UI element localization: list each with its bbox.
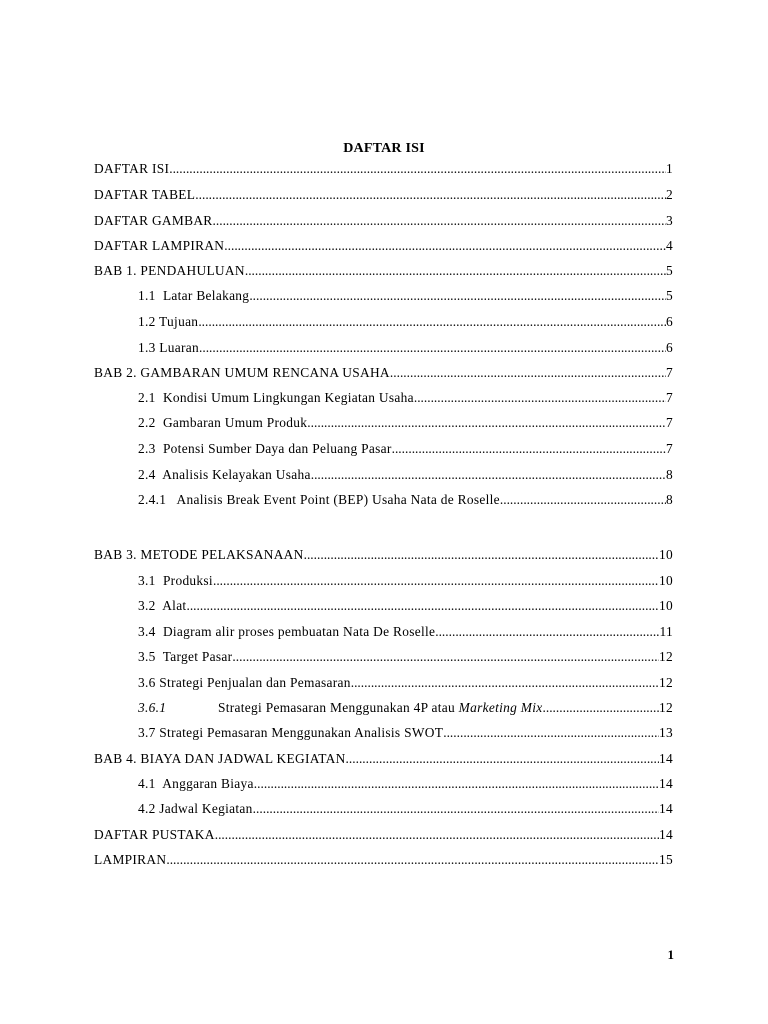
toc-entry-number: 3.2 bbox=[138, 598, 156, 613]
dot-leader bbox=[500, 491, 666, 509]
toc-entry-label bbox=[138, 775, 254, 793]
toc-entry-bab-4[interactable] bbox=[94, 750, 673, 768]
dot-leader bbox=[198, 313, 666, 331]
toc-entry-text: Potensi Sumber Daya dan Peluang Pasar bbox=[162, 441, 392, 456]
toc-entry-text: Anggaran Biaya bbox=[162, 776, 254, 791]
toc-entry-page: 13 bbox=[659, 725, 673, 740]
toc-entry-number: 1.1 bbox=[138, 288, 156, 303]
toc-entry-page: 7 bbox=[666, 441, 673, 456]
toc-entry-label bbox=[138, 440, 392, 458]
toc-entry-page: 3 bbox=[666, 213, 673, 228]
dot-leader bbox=[435, 623, 659, 641]
dot-leader bbox=[346, 750, 659, 768]
toc-entry-2-2[interactable] bbox=[138, 414, 673, 432]
toc-entry-number: 3.5 bbox=[138, 649, 156, 664]
toc-entry-number: 3.7 bbox=[138, 725, 156, 740]
toc-entry-page: 12 bbox=[659, 675, 673, 690]
toc-entry-label: BAB 4. BIAYA DAN JADWAL KEGIATAN bbox=[94, 751, 346, 766]
toc-entry-label bbox=[138, 800, 253, 818]
toc-entry-number: 2.2 bbox=[138, 415, 156, 430]
toc-entry-page: 12 bbox=[659, 700, 673, 715]
toc-entry-number: 4.2 bbox=[138, 801, 156, 816]
toc-entry-text-italic: Marketing Mix bbox=[458, 700, 543, 715]
dot-leader bbox=[249, 287, 666, 305]
toc-entry-page: 6 bbox=[666, 314, 673, 329]
toc-entry-page: 4 bbox=[666, 238, 673, 253]
toc-entry-page: 8 bbox=[666, 467, 673, 482]
toc-entry-page: 14 bbox=[659, 827, 673, 842]
dot-leader bbox=[245, 262, 666, 280]
toc-entry-bab-1[interactable] bbox=[94, 262, 673, 280]
toc-entry-label bbox=[138, 389, 414, 407]
toc-entry-page: 10 bbox=[659, 573, 673, 588]
toc-entry-daftar-tabel[interactable] bbox=[94, 186, 673, 204]
toc-entry-number: 3.6 bbox=[138, 675, 156, 690]
dot-leader bbox=[304, 546, 659, 564]
toc-entry-label bbox=[138, 623, 435, 641]
toc-entry-text: Target Pasar bbox=[162, 649, 233, 664]
toc-entry-page: 11 bbox=[659, 624, 673, 639]
toc-entry-number: 3.6.1 bbox=[138, 700, 167, 715]
toc-entry-label: BAB 3. METODE PELAKSANAAN bbox=[94, 547, 304, 562]
dot-leader bbox=[390, 364, 666, 382]
toc-entry-2-1[interactable] bbox=[138, 389, 673, 407]
toc-entry-2-3[interactable] bbox=[138, 440, 673, 458]
toc-entry-page: 10 bbox=[659, 547, 673, 562]
toc-entry-2-4[interactable] bbox=[138, 466, 673, 484]
dot-leader bbox=[253, 800, 659, 818]
toc-entry-page: 5 bbox=[666, 263, 673, 278]
toc-entry-4-2[interactable] bbox=[138, 800, 673, 818]
dot-leader bbox=[186, 597, 659, 615]
toc-entry-daftar-lampiran[interactable] bbox=[94, 237, 673, 255]
toc-entry-label: BAB 1. PENDAHULUAN bbox=[94, 263, 245, 278]
toc-entry-text: Strategi Pemasaran Menggunakan 4P atau bbox=[218, 700, 455, 715]
toc-entry-label bbox=[138, 724, 443, 742]
toc-entry-page: 7 bbox=[666, 415, 673, 430]
toc-entry-3-6-1[interactable] bbox=[138, 699, 673, 717]
toc-entry-text: Jadwal Kegiatan bbox=[159, 801, 253, 816]
toc-entry-label bbox=[138, 339, 199, 357]
toc-entry-page: 14 bbox=[659, 801, 673, 816]
dot-leader bbox=[213, 212, 666, 230]
toc-entry-3-4[interactable] bbox=[138, 623, 673, 641]
toc-entry-page: 15 bbox=[659, 852, 673, 867]
page-number: 1 bbox=[667, 947, 674, 962]
toc-entry-label: DAFTAR LAMPIRAN bbox=[94, 238, 225, 253]
dot-leader bbox=[414, 389, 666, 407]
toc-entry-label bbox=[138, 572, 213, 590]
toc-entry-3-6[interactable] bbox=[138, 674, 673, 692]
toc-entry-3-1[interactable] bbox=[138, 572, 673, 590]
toc-entry-bab-3[interactable] bbox=[94, 546, 673, 564]
toc-entry-page: 14 bbox=[659, 751, 673, 766]
toc-entry-text: Analisis Kelayakan Usaha bbox=[162, 467, 311, 482]
dot-leader bbox=[351, 674, 659, 692]
dot-leader bbox=[254, 775, 659, 793]
toc-entry-text: Analisis Break Event Point (BEP) Usaha Nata de Roselle bbox=[176, 492, 500, 507]
toc-entry-number: 1.3 bbox=[138, 340, 156, 355]
toc-entry-page: 1 bbox=[666, 161, 673, 176]
dot-leader bbox=[543, 699, 659, 717]
toc-entry-text: Gambaran Umum Produk bbox=[162, 415, 308, 430]
toc-entry-1-2[interactable] bbox=[138, 313, 673, 331]
dot-leader bbox=[195, 186, 666, 204]
toc-entry-3-2[interactable] bbox=[138, 597, 673, 615]
toc-entry-label: DAFTAR GAMBAR bbox=[94, 213, 213, 228]
toc-entry-page: 8 bbox=[666, 492, 673, 507]
toc-entry-number: 2.4.1 bbox=[138, 492, 167, 507]
toc-entry-text: Produksi bbox=[162, 573, 213, 588]
toc-entry-text: Luaran bbox=[159, 340, 200, 355]
toc-entry-text: Kondisi Umum Lingkungan Kegiatan Usaha bbox=[162, 390, 414, 405]
toc-entry-text: Tujuan bbox=[159, 314, 199, 329]
toc-entry-label bbox=[138, 597, 186, 615]
toc-entry-text: Alat bbox=[162, 598, 187, 613]
toc-entry-label bbox=[138, 491, 500, 509]
toc-entry-text: Latar Belakang bbox=[162, 288, 250, 303]
toc-entry-2-4-1[interactable] bbox=[138, 491, 673, 509]
dot-leader bbox=[443, 724, 659, 742]
toc-entry-page: 10 bbox=[659, 598, 673, 613]
toc-entry-text: Diagram alir proses pembuatan Nata De Roselle bbox=[162, 624, 436, 639]
dot-leader bbox=[307, 414, 666, 432]
toc-entry-label: DAFTAR ISI bbox=[94, 161, 170, 176]
toc-entry-1-1[interactable] bbox=[138, 287, 673, 305]
dot-leader bbox=[213, 572, 659, 590]
dot-leader bbox=[166, 851, 659, 869]
toc-entry-page: 7 bbox=[666, 390, 673, 405]
toc-entry-label: DAFTAR PUSTAKA bbox=[94, 827, 215, 842]
toc-entry-number: 3.1 bbox=[138, 573, 156, 588]
toc-entry-text: Strategi Penjualan dan Pemasaran bbox=[159, 675, 351, 690]
toc-entry-3-5[interactable] bbox=[138, 648, 673, 666]
toc-entry-bab-2[interactable] bbox=[94, 364, 673, 382]
toc-entry-page: 6 bbox=[666, 340, 673, 355]
toc-entry-page: 5 bbox=[666, 288, 673, 303]
toc-entry-page: 2 bbox=[666, 187, 673, 202]
toc-entry-number: 2.4 bbox=[138, 467, 156, 482]
toc-entry-label: BAB 2. GAMBARAN UMUM RENCANA USAHA bbox=[94, 365, 390, 380]
toc-entry-text: Strategi Pemasaran Menggunakan Analisis SWOT bbox=[159, 725, 444, 740]
toc-entry-1-3[interactable] bbox=[138, 339, 673, 357]
toc-entry-label bbox=[138, 287, 249, 305]
toc-entry-label bbox=[138, 414, 307, 432]
toc-entry-number: 1.2 bbox=[138, 314, 156, 329]
toc-title: DAFTAR ISI bbox=[343, 141, 425, 156]
dot-leader bbox=[169, 160, 666, 178]
toc-entry-daftar-pustaka[interactable] bbox=[94, 826, 673, 844]
toc-entry-page: 7 bbox=[666, 365, 673, 380]
toc-entry-page: 14 bbox=[659, 776, 673, 791]
toc-entry-label bbox=[138, 648, 232, 666]
toc-entry-daftar-gambar[interactable] bbox=[94, 212, 673, 230]
toc-entry-3-7[interactable] bbox=[138, 724, 673, 742]
toc-entry-lampiran[interactable] bbox=[94, 851, 673, 869]
toc-entry-4-1[interactable] bbox=[138, 775, 673, 793]
toc-entry-label bbox=[138, 699, 543, 717]
toc-entry-number: 3.4 bbox=[138, 624, 156, 639]
toc-entry-daftar-isi[interactable] bbox=[94, 160, 673, 178]
toc-entry-page: 12 bbox=[659, 649, 673, 664]
toc-entry-number: 2.3 bbox=[138, 441, 156, 456]
toc-entry-label: LAMPIRAN bbox=[94, 852, 167, 867]
toc-entry-number: 2.1 bbox=[138, 390, 156, 405]
toc-entry-label bbox=[138, 313, 198, 331]
dot-leader bbox=[392, 440, 666, 458]
dot-leader bbox=[311, 466, 666, 484]
dot-leader bbox=[199, 339, 666, 357]
dot-leader bbox=[224, 237, 666, 255]
toc-entry-label bbox=[138, 466, 311, 484]
toc-entry-label: DAFTAR TABEL bbox=[94, 187, 196, 202]
toc-entry-number: 4.1 bbox=[138, 776, 156, 791]
dot-leader bbox=[215, 826, 659, 844]
toc-entry-label bbox=[138, 674, 351, 692]
dot-leader bbox=[232, 648, 659, 666]
